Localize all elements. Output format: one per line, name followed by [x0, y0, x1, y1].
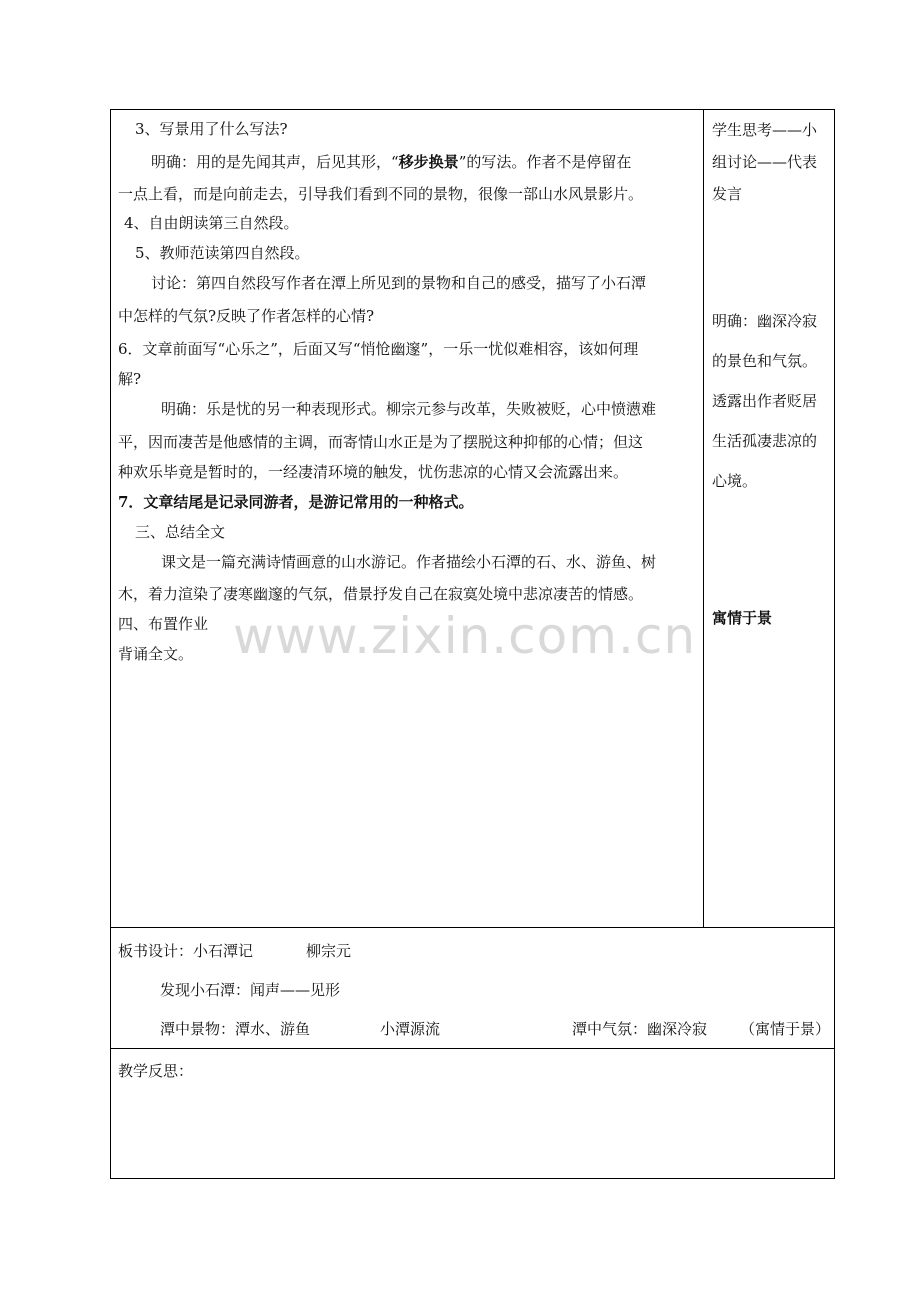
- table-border-top: [110, 109, 835, 110]
- side-keyword: 寓情于景: [712, 609, 773, 627]
- board-row-2-scenery: 潭中景物：潭水、游鱼: [160, 1020, 311, 1038]
- answer-6-line-3: 种欢乐毕竟是暂时的，一经凄清环境的触发，忧伤悲凉的心情又会流露出来。: [118, 463, 629, 481]
- question-4: 4、自由朗读第三自然段。: [124, 214, 299, 232]
- answer-3-prefix: 明确：用的是先闻其声，后见其形，“: [151, 153, 399, 171]
- question-6-line-1: 6．文章前面写“心乐之”，后面又写“悄怆幽邃”，一乐一忧似难相容，该如何理: [118, 340, 639, 358]
- section-3-heading: 三、总结全文: [135, 523, 226, 541]
- side-conclusion-line-2: 的景色和气氛。: [712, 352, 818, 370]
- answer-3-keyword: 移步换景: [398, 153, 459, 171]
- board-row-2-note: （寓情于景）: [740, 1020, 831, 1038]
- answer-6-line-2: 平，因而凄苦是他感情的主调，而寄情山水正是为了摆脱这种抑郁的心情；但这: [118, 433, 644, 451]
- row-divider-board: [110, 927, 835, 928]
- discussion-line-1: 讨论：第四自然段写作者在潭上所见到的景物和自己的感受，描写了小石潭: [151, 274, 647, 292]
- question-3: 3、写景用了什么写法?: [135, 120, 288, 138]
- homework: 背诵全文。: [118, 645, 194, 663]
- answer-3-line-1: [151, 152, 631, 172]
- summary-line-1: 课文是一篇充满诗情画意的山水游记。作者描绘小石潭的石、水、游鱼、树: [161, 553, 657, 571]
- answer-3-line-2: 一点上看，而是向前走去，引导我们看到不同的景物，很像一部山水风景影片。: [118, 185, 644, 203]
- question-5: 5、教师范读第四自然段。: [135, 244, 310, 262]
- question-7: 7．文章结尾是记录同游者，是游记常用的一种格式。: [118, 493, 474, 511]
- board-title: 板书设计：小石潭记: [118, 942, 254, 960]
- side-note-line-3: 发言: [712, 185, 743, 203]
- side-conclusion-line-1: 明确：幽深冷寂: [712, 312, 818, 330]
- section-4-heading: 四、布置作业: [118, 615, 209, 633]
- board-author: 柳宗元: [306, 942, 352, 960]
- board-row-2-atmosphere: 潭中气氛：幽深冷寂: [572, 1020, 708, 1038]
- column-divider: [703, 109, 704, 928]
- question-6-line-2: 解?: [118, 370, 142, 388]
- answer-6-line-1: 明确：乐是忧的另一种表现形式。柳宗元参与改革，失败被贬，心中愤懑难: [161, 400, 657, 418]
- summary-line-2: 木，着力渲染了凄寒幽邃的气氛，借景抒发自己在寂寞处境中悲凉凄苦的情感。: [118, 585, 644, 603]
- side-conclusion-line-5: 心境。: [712, 472, 758, 490]
- side-conclusion-line-4: 生活孤凄悲凉的: [712, 432, 818, 450]
- reflection-label: 教学反思：: [118, 1062, 194, 1080]
- board-row-1: 发现小石潭：闻声——见形: [160, 981, 341, 999]
- answer-3-suffix: ”的写法。作者不是停留在: [458, 153, 632, 171]
- table-border-bottom: [110, 1178, 835, 1179]
- watermark: www.zixin.com.cn: [233, 607, 697, 665]
- side-note-line-2: 组讨论——代表: [712, 153, 818, 171]
- discussion-line-2: 中怎样的气氛?反映了作者怎样的心情?: [118, 307, 375, 325]
- board-row-2-source: 小潭源流: [380, 1020, 441, 1038]
- table-border-right: [834, 109, 835, 1179]
- side-conclusion-line-3: 透露出作者贬居: [712, 392, 818, 410]
- row-divider-reflection: [110, 1048, 835, 1049]
- side-note-line-1: 学生思考——小: [712, 121, 818, 139]
- table-border-left: [110, 109, 111, 1179]
